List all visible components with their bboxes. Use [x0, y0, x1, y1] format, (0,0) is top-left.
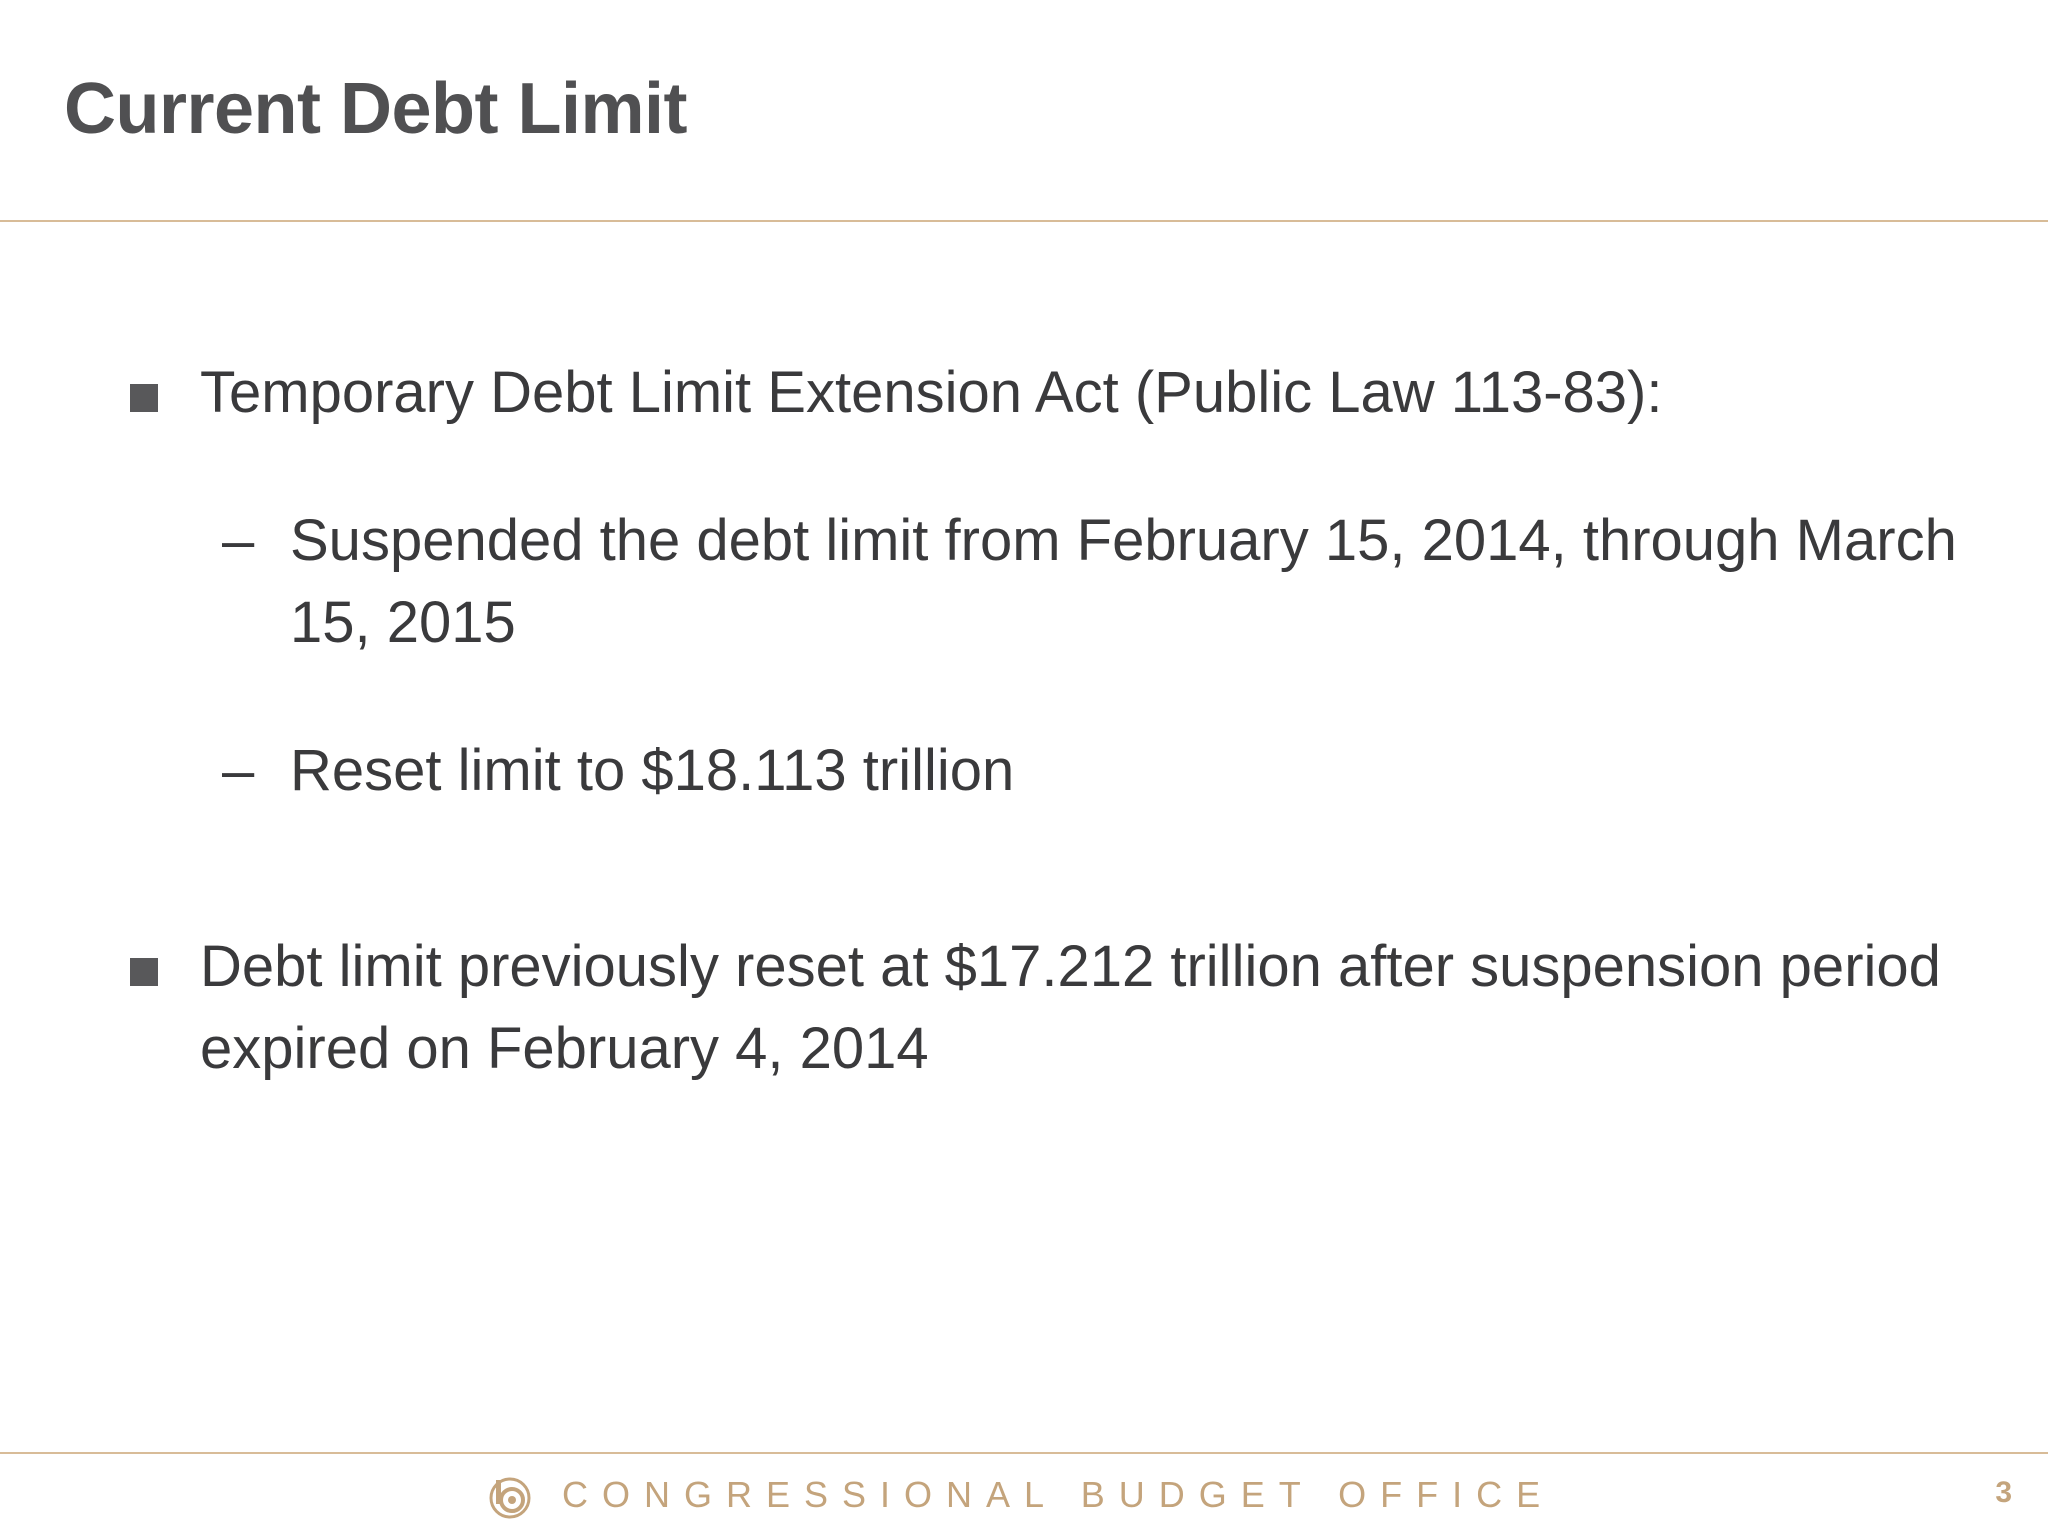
footer-divider [0, 1452, 2048, 1454]
cbo-logo-icon [488, 1476, 532, 1520]
subbullet-1-text: Suspended the debt limit from February 15, 2014, through March 15, 2015 [290, 508, 1957, 655]
bullet-square-1 [130, 384, 158, 412]
subbullet-2-text: Reset limit to $18.113 trillion [290, 738, 1015, 803]
subbullet-dash-1: – [222, 508, 255, 573]
bullet-2-text: Debt limit previously reset at $17.212 trillion after suspension period expired on February 4, 2014 [200, 934, 1941, 1081]
subbullet-dash-2: – [222, 738, 255, 803]
footer-organization: CONGRESSIONAL BUDGET OFFICE [562, 1474, 1555, 1515]
page-number: 3 [1995, 1476, 2012, 1509]
slide-title: Current Debt Limit [64, 69, 688, 149]
bullet-square-2 [130, 958, 158, 986]
bullet-1-text: Temporary Debt Limit Extension Act (Public Law 113-83): [200, 360, 1663, 425]
